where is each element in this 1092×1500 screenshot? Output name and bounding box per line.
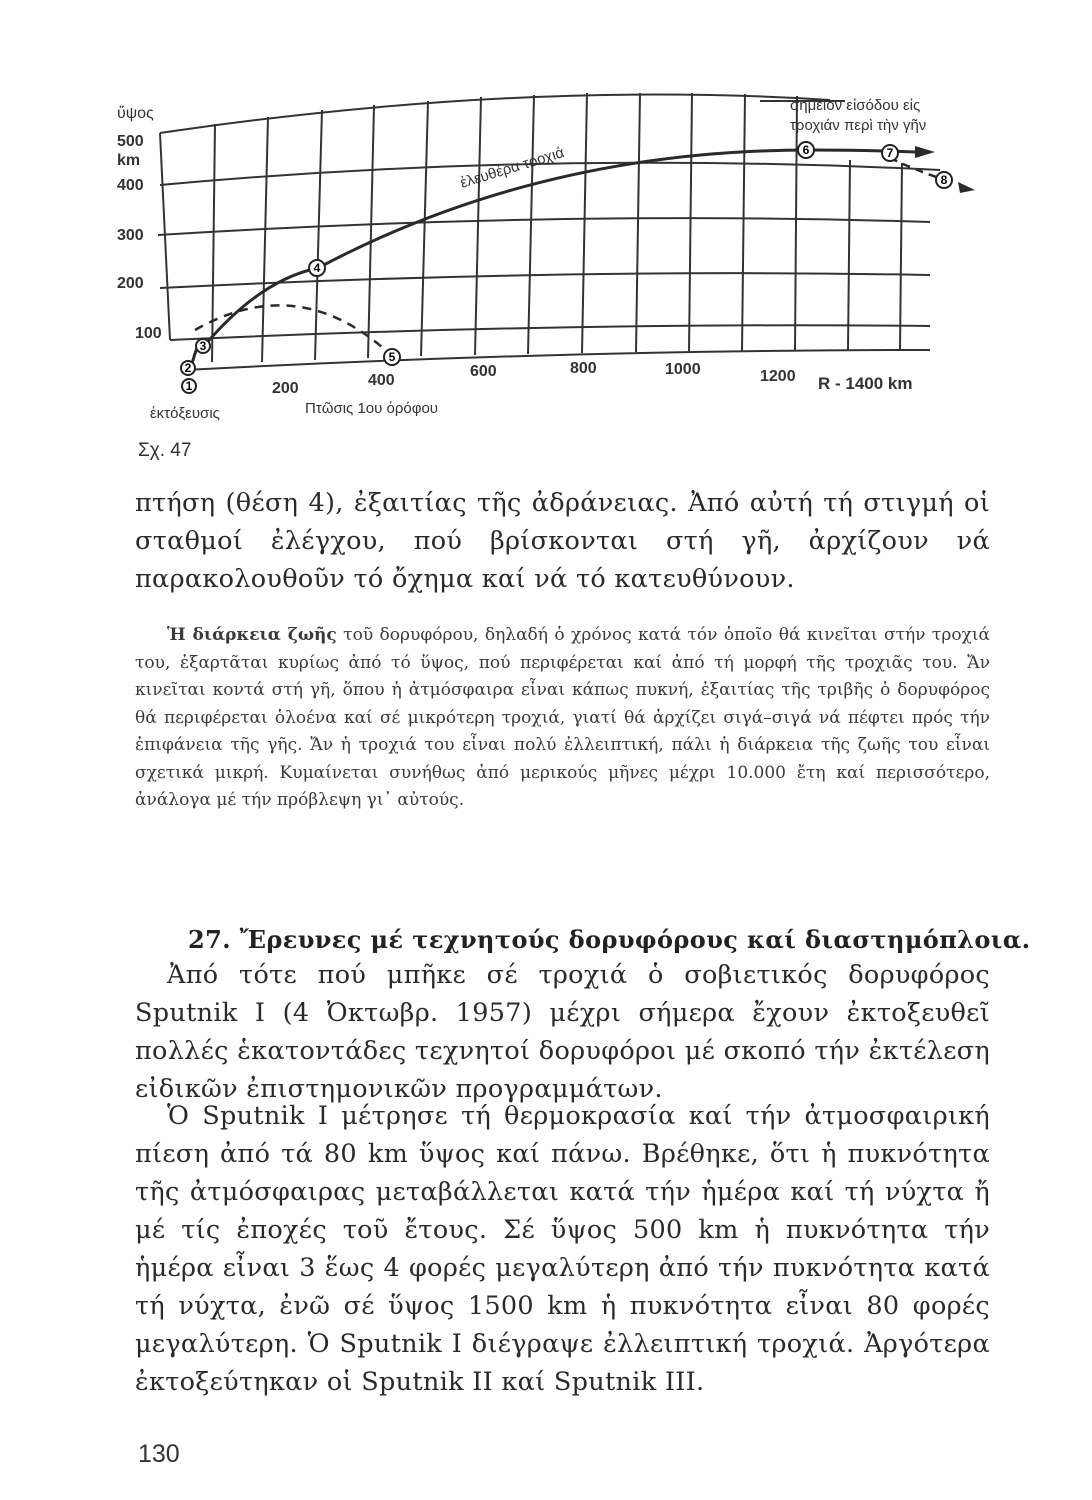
svg-text:8: 8 bbox=[940, 173, 948, 187]
svg-text:7: 7 bbox=[886, 146, 894, 160]
label-orbit-entry-line2: τροχιάν περὶ τὴν γῆν bbox=[790, 117, 927, 134]
svg-text:3: 3 bbox=[199, 339, 207, 353]
label-orbit-entry-line1: σημεῖον εἰσόδου εἰς bbox=[790, 97, 921, 114]
svg-text:4: 4 bbox=[313, 261, 321, 275]
arrow-head-icon bbox=[958, 182, 975, 193]
x-tick-600: 600 bbox=[470, 363, 497, 380]
y-axis-label: ὕψος bbox=[117, 105, 154, 122]
section-heading: 27. Ἔρευνες μέ τεχνητούς δορυφόρους καί διαστημόπλοια. bbox=[188, 925, 1031, 954]
paragraph-2-text: τοῦ δορυφόρου, δηλαδή ὁ χρόνος κατά τόν ὁποῖο θά κινεῖται στήν τροχιά του, ἐξαρτᾶται κυρίως ἀπό τό ὕψος, πού περιφέρεται καί ἀπό τή μορφή τῆς τροχιᾶς του. Ἄν κινεῖται κοντά στή γῆ, ὅπου ἡ ἀτμόσφαιρα εἶναι κάπως πυκνή, ἐξαιτίας τῆς τριβῆς ὁ δορυφόρος θά περιφέρεται ὁλοένα καί σέ μικρότερη τροχιά, γιατί θά ἀρχίζει σιγά–σιγά νά πέφτει πρός τήν ἐπιφάνεια τῆς γῆς. Ἄν ἡ τροχιά του εἶναι πολύ ἐλλειπτική, πάλι ἡ διάρκεια τῆς ζωῆς του εἶναι σχετικά μικρή. Κυμαίνεται συνήθως ἀπό μερικούς μῆνες μέχρι 10.000 ἔτη καί περισσότερο, ἀνάλογα μέ τήν πρόβλεψη γι᾽ αὐτούς. bbox=[135, 625, 990, 810]
figure-caption: Σχ. 47 bbox=[138, 440, 192, 461]
arrow-head-icon bbox=[915, 146, 935, 158]
label-free-trajectory: ἐλευθέρα τροχιά bbox=[458, 144, 567, 192]
label-first-stage-fall: Πτῶσις 1ου ὀρόφου bbox=[305, 400, 439, 417]
trajectory-curve bbox=[190, 150, 945, 372]
x-tick-400: 400 bbox=[368, 372, 395, 389]
paragraph-4: Ὁ Sputnik I μέτρησε τή θερμοκρασία καί τήν ἀτμοσφαιρική πίεση ἀπό τά 80 km ὕψος καί πάνω. Βρέθηκε, ὅτι ἡ πυκνότητα τῆς ἀτμόσφαιρας μεταβάλλεται κατά τήν ἡμέρα καί τή νύχτα ἤ μέ τίς ἐποχές τοῦ ἔτους. Σέ ὕψος 500 km ἡ πυκνότητα τήν ἡμέρα εἶναι 3 ἕως 4 φορές μεγαλύτερη ἀπό τήν πυκνότητα κατά τή νύχτα, ἐνῶ σέ ὕψος 1500 km ἡ πυκνότητα εἶναι 80 φορές μεγαλύτερη. Ὁ Sputnik I διέγραψε ἐλλειπτική τροχιά. Ἀργότερα ἐκτοξεύτηκαν οἱ Sputnik II καί Sputnik III. bbox=[135, 1101, 990, 1397]
x-tick-1000: 1000 bbox=[665, 361, 701, 378]
paragraph-3: Ἀπό τότε πού μπῆκε σέ τροχιά ὁ σοβιετικός δορυφόρος Sputnik I (4 Ὀκτωβρ. 1957) μέχρι σήμερα ἔχουν ἐκτοξευθεῖ πολλές ἑκατοντάδες τεχνητοί δορυφόροι μέ σκοπό τήν ἐκτέλεση εἰδικῶν ἐπιστημονικῶν προγραμμάτων. bbox=[135, 960, 990, 1104]
label-launch: ἐκτόξευσις bbox=[150, 405, 220, 422]
point-3 bbox=[196, 339, 210, 353]
y-tick-400: 400 bbox=[117, 177, 144, 194]
x-tick-200: 200 bbox=[272, 380, 299, 397]
x-tick-1400: R - 1400 km bbox=[818, 374, 913, 393]
paragraph-2-bold-term: Ἡ διάρκεια ζωῆς bbox=[167, 625, 337, 645]
point-8 bbox=[936, 172, 952, 188]
svg-text:2: 2 bbox=[184, 361, 192, 375]
point-5 bbox=[384, 349, 400, 365]
x-tick-800: 800 bbox=[570, 360, 597, 377]
y-tick-500: 500 bbox=[117, 133, 144, 150]
x-tick-1200: 1200 bbox=[760, 368, 796, 385]
trajectory-figure bbox=[0, 0, 1092, 430]
y-unit-km: km bbox=[117, 152, 141, 169]
page-number: 130 bbox=[138, 1440, 180, 1468]
y-tick-100: 100 bbox=[135, 325, 162, 342]
svg-text:6: 6 bbox=[802, 143, 810, 157]
paragraph-1: πτήση (θέση 4), ἐξαιτίας τῆς ἀδράνειας. Ἀπό αὐτή τή στιγμή οἱ σταθμοί ἐλέγχου, πού βρίσκονται στή γῆ, ἀρχίζουν νά παρακολουθοῦν τό ὄχημα καί νά τό κατευθύνουν. bbox=[135, 488, 990, 594]
point-1 bbox=[182, 379, 196, 393]
y-tick-200: 200 bbox=[117, 275, 144, 292]
grid bbox=[158, 93, 940, 370]
svg-text:5: 5 bbox=[388, 350, 396, 364]
point-7 bbox=[882, 145, 898, 161]
point-6 bbox=[798, 142, 814, 158]
y-tick-300: 300 bbox=[117, 227, 144, 244]
svg-text:1: 1 bbox=[185, 379, 193, 393]
point-4 bbox=[309, 260, 325, 276]
paragraph-2 bbox=[135, 622, 990, 815]
point-2 bbox=[181, 361, 195, 375]
